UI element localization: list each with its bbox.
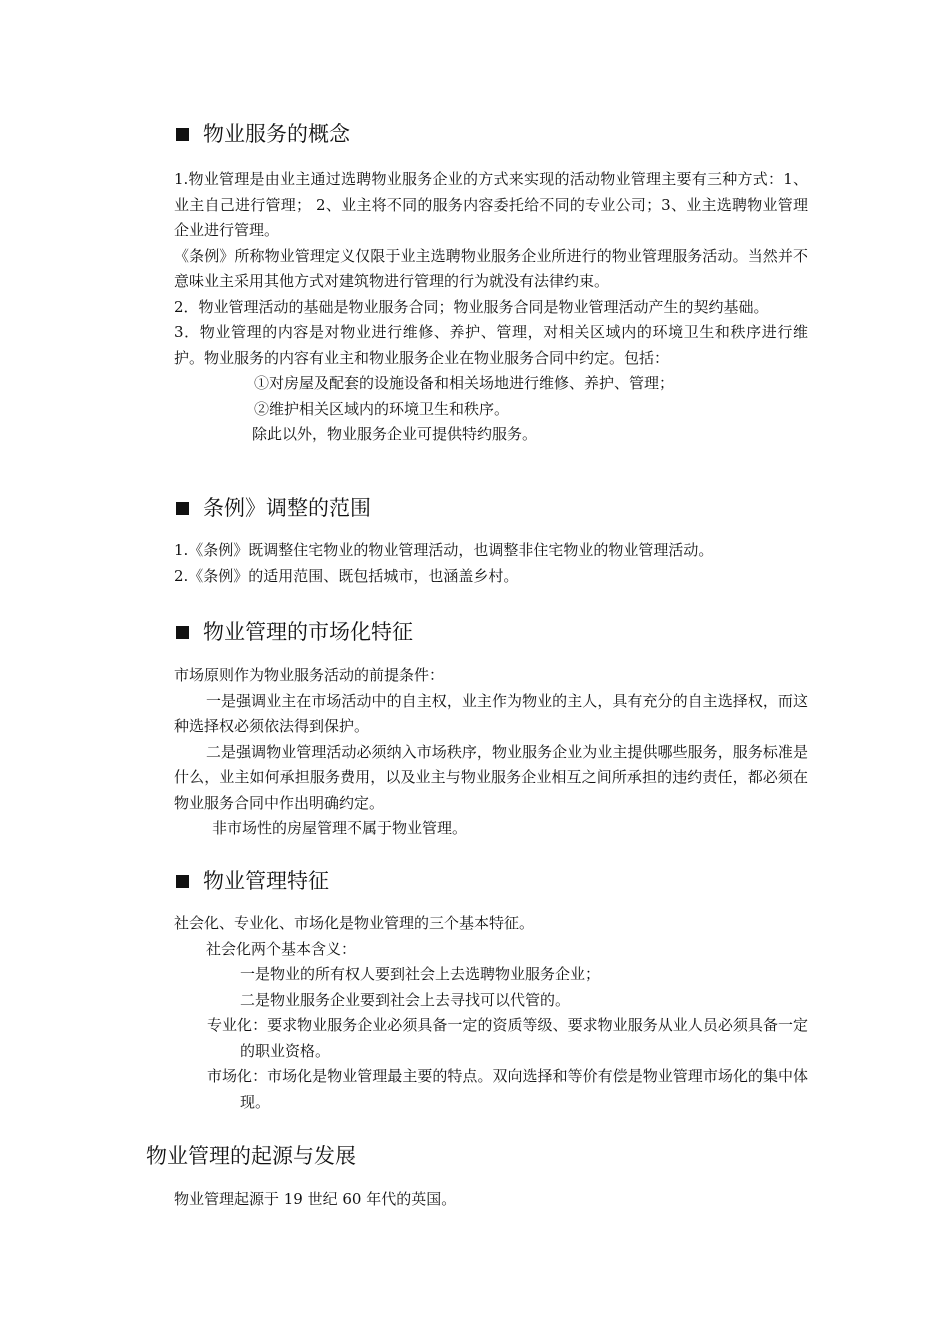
section-body-scope (174, 538, 808, 589)
section-heading-market (176, 618, 413, 646)
section-heading-scope (176, 494, 371, 522)
paragraph: 二是强调物业管理活动必须纳入市场秩序，物业服务企业为业主提供哪些服务，服务标准是什么，业主如何承担服务费用，以及业主与物业服务企业相互之间所承担的违约责任，都必须在物业服务合同中作出明确约定。 (174, 742, 808, 812)
section-heading-concept (176, 120, 350, 148)
heading-text: 条例》调整的范围 (203, 496, 371, 520)
heading-text: 物业管理的市场化特征 (203, 620, 413, 644)
paragraph: 1.物业管理是由业主通过选聘物业服务企业的方式来实现的活动物业管理主要有三种方式：1、业主自己进行管理； 2、业主将不同的服务内容委托给不同的专业公司；3、业主选聘物业管理企业进行管理。 (174, 170, 808, 239)
paragraph: 物业管理起源于 19 世纪 60 年代的英国。 (174, 1190, 457, 1208)
square-bullet-icon (176, 626, 189, 639)
paragraph: 一是强调业主在市场活动中的自主权，业主作为物业的主人，具有充分的自主选择权，而这种选择权必须依法得到保护。 (174, 691, 808, 735)
paragraph: 市场原则作为物业服务活动的前提条件： (174, 666, 445, 684)
square-bullet-icon (176, 128, 189, 141)
paragraph: 2．物业管理活动的基础是物业服务合同；物业服务合同是物业管理活动产生的契约基础。 (174, 297, 769, 316)
paragraph: 市场化：市场化是物业管理最主要的特点。双向选择和等价有偿是物业管理市场化的集中体现。 (207, 1067, 808, 1111)
list-item: ①对房屋及配套的设施设备和相关场地进行维修、养护、管理； (254, 374, 675, 392)
paragraph: 专业化：要求物业服务企业必须具备一定的资质等级、要求物业服务从业人员必须具备一定的职业资格。 (207, 1016, 808, 1060)
section-body-concept (174, 167, 808, 448)
paragraph: 非市场性的房屋管理不属于物业管理。 (212, 819, 468, 837)
paragraph: 《条例》所称物业管理定义仅限于业主选聘物业服务企业所进行的物业管理服务活动。当然并不意味业主采用其他方式对建筑物进行管理的行为就没有法律约束。 (174, 246, 808, 290)
section-body-market (174, 663, 808, 842)
paragraph: 1.《条例》既调整住宅物业的物业管理活动，也调整非住宅物业的物业管理活动。 (174, 541, 714, 559)
heading-text: 物业管理特征 (203, 869, 329, 893)
heading-text: 物业服务的概念 (203, 122, 350, 146)
paragraph: 除此以外，物业服务企业可提供特约服务。 (252, 425, 538, 443)
section-heading-features (176, 867, 329, 895)
paragraph: 社会化、专业化、市场化是物业管理的三个基本特征。 (174, 914, 535, 932)
square-bullet-icon (176, 875, 189, 888)
list-item: 一是物业的所有权人要到社会上去选聘物业服务企业； (240, 965, 601, 983)
paragraph: 社会化两个基本含义： (206, 939, 357, 958)
section-body-origin (174, 1187, 808, 1213)
list-item: ②维护相关区域内的环境卫生和秩序。 (254, 399, 510, 418)
section-body-features (174, 911, 808, 1115)
paragraph: 2.《条例》的适用范围、既包括城市，也涵盖乡村。 (174, 566, 519, 585)
paragraph: 3．物业管理的内容是对物业进行维修、养护、管理，对相关区域内的环境卫生和秩序进行维护。物业服务的内容有业主和物业服务企业在物业服务合同中约定。包括： (174, 323, 808, 367)
square-bullet-icon (176, 502, 189, 515)
list-item: 二是物业服务企业要到社会上去寻找可以代管的。 (240, 990, 571, 1009)
section-heading-origin: 物业管理的起源与发展 (146, 1144, 356, 1168)
